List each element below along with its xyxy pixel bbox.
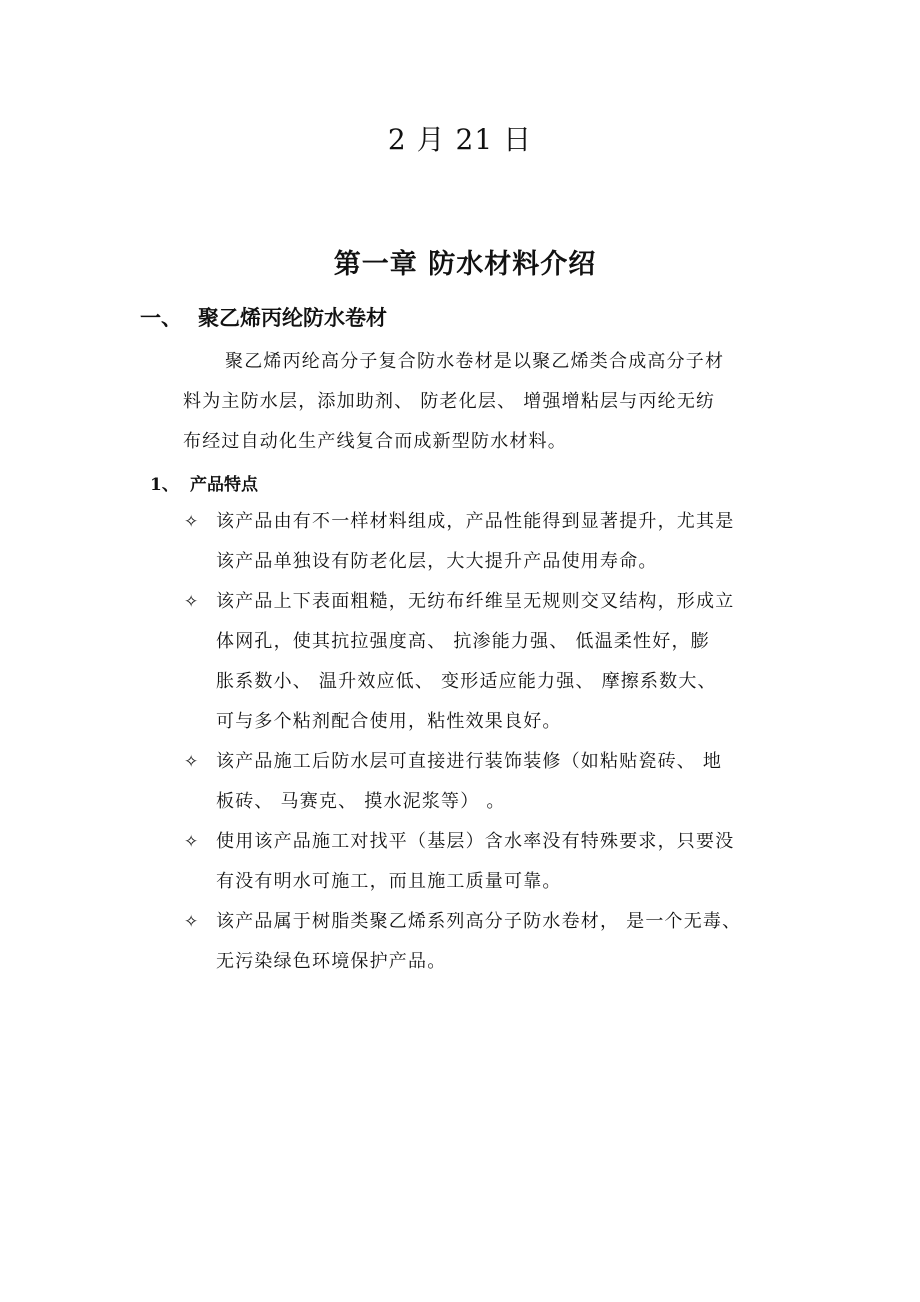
section-heading [140,302,387,332]
subsection-title: 产品特点 [190,475,258,495]
list-item-line: 该产品单独设有防老化层，大大提升产品使用寿命。 [216,551,658,572]
intro-line: 聚乙烯丙纶高分子复合防水卷材是以聚乙烯类合成高分子材 [225,351,725,372]
diamond-star-icon: ✧ [184,752,200,772]
intro-line: 料为主防水层，添加助剂、 防老化层、 增强增粘层与丙纶无纺 [183,391,716,412]
list-item-line: 胀系数小、 温升效应低、 变形适应能力强、 摩擦系数大、 [216,671,717,692]
section-number: 一、 [140,305,182,330]
list-item-line: 该产品施工后防水层可直接进行装饰装修（如粘贴瓷砖、 地 [216,751,723,772]
subsection-number: 1、 [150,475,179,495]
chapter-title: 第一章 防水材料介绍 [333,249,597,280]
diamond-star-icon: ✧ [184,512,200,532]
list-item-line: 使用该产品施工对找平（基层）含水率没有特殊要求，只要没 [216,831,735,852]
list-item [180,582,800,742]
list-item-line: 有没有明水可施工，而且施工质量可靠。 [216,871,562,892]
list-item [180,902,800,982]
list-item [180,742,800,822]
list-item-line: 体网孔，使其抗拉强度高、 抗渗能力强、 低温柔性好，膨 [216,631,710,652]
date-title: 2 月 21 日 [387,123,533,156]
list-item-line: 板砖、 马赛克、 摸水泥浆等） 。 [216,791,506,812]
list-item-line: 该产品由有不一样材料组成，产品性能得到显著提升，尤其是 [216,511,735,532]
list-item-line: 该产品上下表面粗糙，无纺布纤维呈无规则交叉结构，形成立 [216,591,735,612]
feature-list [180,502,800,982]
diamond-star-icon: ✧ [184,592,200,612]
list-item [180,822,800,902]
intro-line: 布经过自动化生产线复合而成新型防水材料。 [183,431,567,452]
list-item [180,502,800,582]
diamond-star-icon: ✧ [184,832,200,852]
list-item-line: 无污染绿色环境保护产品。 [216,951,447,972]
list-item-line: 该产品属于树脂类聚乙烯系列高分子防水卷材， 是一个无毒、 [216,911,742,932]
subsection-heading [150,470,258,495]
diamond-star-icon: ✧ [184,912,200,932]
section-intro-paragraph [183,342,783,462]
list-item-line: 可与多个粘剂配合使用，粘性效果良好。 [216,711,562,732]
section-title: 聚乙烯丙纶防水卷材 [198,305,387,330]
